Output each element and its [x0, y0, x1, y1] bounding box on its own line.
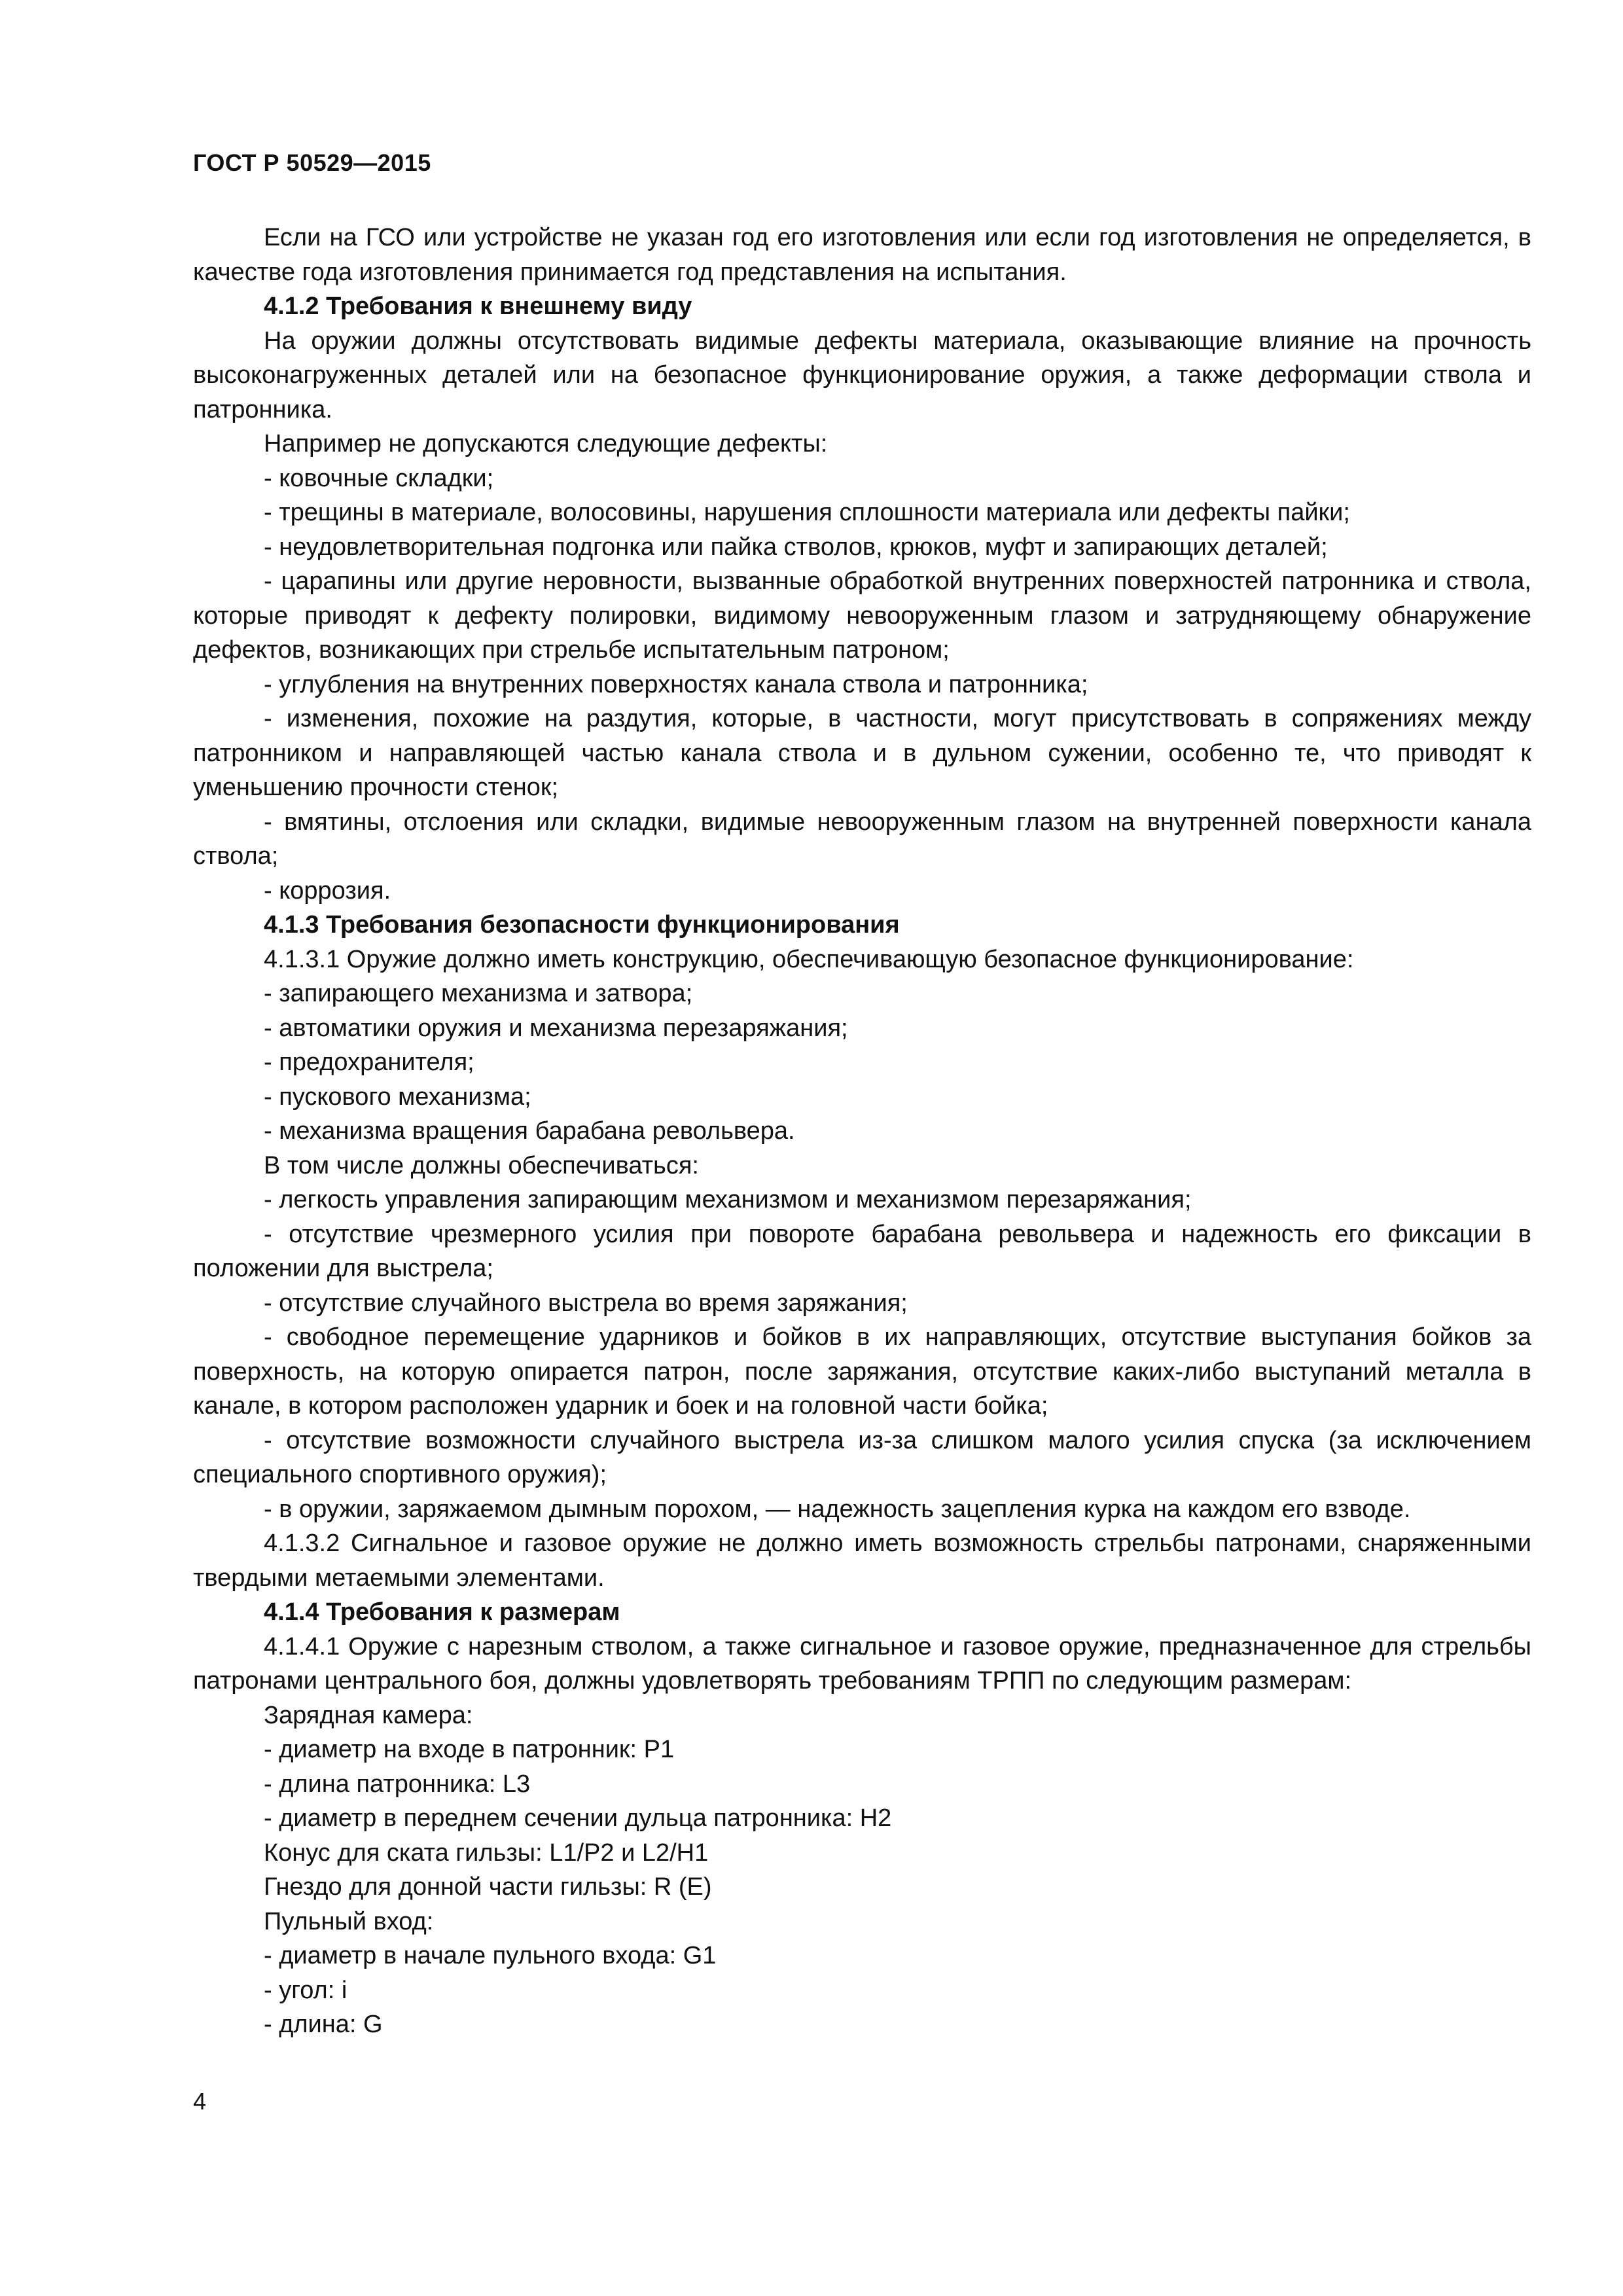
paragraph: - в оружии, заряжаемом дымным порохом, — надежность зацепления курка на каждом его взводе.: [264, 1495, 1411, 1523]
paragraph: - пускового механизма;: [264, 1083, 531, 1111]
paragraph: - запирающего механизма и затвора;: [264, 980, 693, 1007]
section-heading: 4.1.2 Требования к внешнему виду: [264, 293, 692, 320]
paragraph: - отсутствие случайного выстрела во время заряжания;: [264, 1289, 908, 1317]
paragraph: - отсутствие возможности случайного выстрела из-за слишком малого усилия спуска (за исключением специального спортивного оружия);: [193, 1426, 1531, 1488]
paragraph: На оружии должны отсутствовать видимые дефекты материала, оказывающие влияние на прочность высоконагруженных деталей или на безопасное функционирование оружия, а также деформации ствола и патронника.: [193, 327, 1531, 423]
paragraph: - неудовлетворительная подгонка или пайка стволов, крюков, муфт и запирающих деталей;: [264, 533, 1328, 561]
paragraph: - предохранителя;: [264, 1049, 474, 1076]
paragraph: Например не допускаются следующие дефекты:: [264, 430, 828, 457]
paragraph: - диаметр в начале пульного входа: G1: [264, 1942, 717, 1969]
paragraph: Конус для ската гильзы: L1/P2 и L2/H1: [264, 1839, 709, 1867]
paragraph: - длина патронника: L3: [264, 1770, 531, 1798]
paragraph: Зарядная камера:: [264, 1701, 473, 1729]
paragraph: - ковочные складки;: [264, 464, 494, 492]
paragraph: - вмятины, отслоения или складки, видимые невооруженным глазом на внутренней поверхности канала ствола;: [193, 808, 1531, 870]
paragraph: - длина: G: [264, 2011, 383, 2038]
paragraph: Гнездо для донной части гильзы: R (E): [264, 1873, 712, 1901]
paragraph: Если на ГСО или устройстве не указан год его изготовления или если год изготовления не определяется, в качестве года изготовления принимается год представления на испытания.: [193, 224, 1531, 286]
paragraph: - углубления на внутренних поверхностях канала ствола и патронника;: [264, 670, 1088, 698]
paragraph: 4.1.3.2 Сигнальное и газовое оружие не должно иметь возможность стрельбы патронами, снаряженными твердыми метаемыми элементами.: [193, 1530, 1531, 1592]
paragraph: 4.1.3.1 Оружие должно иметь конструкцию, обеспечивающую безопасное функционирование:: [264, 945, 1354, 973]
paragraph: - отсутствие чрезмерного усилия при повороте барабана револьвера и надежность его фиксации в положении для выстрела;: [193, 1220, 1531, 1282]
paragraph: - автоматики оружия и механизма перезаряжания;: [264, 1014, 848, 1042]
paragraph: - свободное перемещение ударников и бойков в их направляющих, отсутствие выступания бойков за поверхность, на которую опирается патрон, после заряжания, отсутствие каких-либо выступаний металла в канале, в котором расположен ударник и боек и на головной части бойка;: [193, 1323, 1531, 1420]
paragraph: 4.1.4.1 Оружие с нарезным стволом, а также сигнальное и газовое оружие, предназначенное для стрельбы патронами центрального боя, должны удовлетворять требованиям ТРПП по следующим размерам:: [193, 1632, 1531, 1695]
page-number: 4: [193, 2088, 207, 2115]
paragraph: В том числе должны обеспечиваться:: [264, 1151, 699, 1179]
paragraph: - коррозия.: [264, 876, 391, 905]
paragraph: - трещины в материале, волосовины, нарушения сплошности материала или дефекты пайки;: [264, 499, 1350, 526]
paragraph: Пульный вход:: [264, 1907, 434, 1935]
paragraph: - угол: i: [264, 1976, 348, 2004]
body-text: [193, 221, 1531, 2042]
paragraph: - изменения, похожие на раздутия, которые, в частности, могут присутствовать в сопряжениях между патронником и направляющей частью канала ствола и в дульном сужении, особенно те, что приводят к уменьшению прочности стенок;: [193, 705, 1531, 801]
section-heading: 4.1.4 Требования к размерам: [264, 1598, 620, 1626]
paragraph: - диаметр на входе в патронник: P1: [264, 1736, 675, 1763]
paragraph: - механизма вращения барабана револьвера.: [264, 1117, 795, 1145]
paragraph: - диаметр в переднем сечении дульца патронника: H2: [264, 1804, 892, 1832]
standard-header: ГОСТ Р 50529—2015: [193, 149, 431, 176]
section-heading: 4.1.3 Требования безопасности функционирования: [264, 911, 900, 939]
paragraph: - легкость управления запирающим механизмом и механизмом перезаряжания;: [264, 1186, 1192, 1213]
paragraph: - царапины или другие неровности, вызванные обработкой внутренних поверхностей патронника и ствола, которые приводят к дефекту полировки, видимому невооруженным глазом и затрудняющему обнаружение дефектов, возникающих при стрельбе испытательным патроном;: [193, 567, 1531, 664]
